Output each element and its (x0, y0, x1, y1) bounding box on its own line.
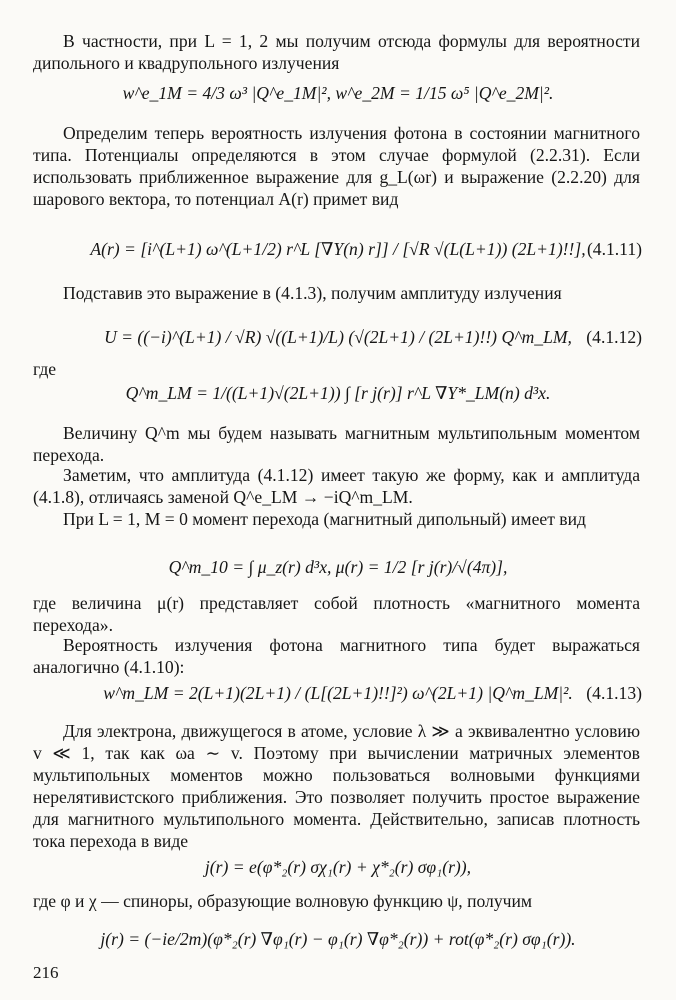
paragraph-amplitude-form: Заметим, что амплитуда (4.1.12) имеет такую же форму, как и амплитуда (4.1.8), отличаясь заменой Q^e_LM → −iQ^m_LM. (33, 465, 640, 507)
formula-dipole-moment: Q^m_10 = ∫ μ_z(r) d³x, μ(r) = 1/2 [r j(r)/√(4π)], (168, 557, 508, 577)
formula-current-expansion: j(r) = (−ie/2m)(φ*₂(r) ∇φ₁(r) − φ₁(r) ∇φ*₂(r)) + rot(φ*₂(r) σφ₁(r)). (100, 929, 576, 949)
paragraph-dipole-quadrupole: В частности, при L = 1, 2 мы получим отсюда формулы для вероятности дипольного и квадрупольного излучения (33, 31, 640, 73)
formula-potential (0, 238, 676, 260)
paragraph-spinors: где φ и χ — спиноры, образующие волновую функцию ψ, получим (33, 891, 533, 911)
paragraph-magnetic-multipole: Величину Q^m мы будем называть магнитным мультипольным моментом перехода. (33, 423, 640, 465)
page-number: 216 (33, 963, 59, 982)
label-where: где (33, 359, 57, 379)
paragraph-magnetic-type: Определим теперь вероятность излучения фотона в состоянии магнитного типа. Потенциалы определяются в этом случае формулой (2.2.31). Если использовать приближенное выражение для g_L(ωr) и выражение (2.2.20) для шарового вектора, то потенциал A(r) примет вид (33, 123, 640, 209)
formula-amplitude (0, 326, 676, 348)
formula-magnetic-probability-text: w^m_LM = 2(L+1)(2L+1) / (L[(2L+1)!!]²) ω^(2L+1) |Q^m_LM|². (103, 683, 573, 703)
formula-magnetic-probability (0, 682, 676, 704)
paragraph-dipole-moment: При L = 1, M = 0 момент перехода (магнитный дипольный) имеет вид (63, 509, 586, 529)
formula-magnetic-moment: Q^m_LM = 1/((L+1)√(2L+1)) ∫ [r j(r)] r^L ∇Y*_LM(n) d³x. (125, 383, 551, 403)
paragraph-electron-atom: Для электрона, движущегося в атоме, условие λ ≫ a эквивалентно условию v ≪ 1, так как ωa ∼ v. Поэтому при вычислении матричных элементов мультипольных моментов можно пользоваться волновыми функциями нерелятивистского приближения. Это позволяет получить простое выражение для магнитного мультипольного момента. Действительно, записав плотность тока перехода в виде (33, 721, 640, 851)
formula-electric-probabilities: w^e_1M = 4/3 ω³ |Q^e_1M|², w^e_2M = 1/15 ω⁵ |Q^e_2M|². (122, 83, 554, 103)
formula-potential-text: A(r) = [i^(L+1) ω^(L+1/2) r^L [∇Y(n) r]] / [√R √(L(L+1)) (2L+1)!!], (90, 239, 586, 259)
equation-number-4-1-13: (4.1.13) (586, 683, 642, 703)
formula-current-density: j(r) = e(φ*₂(r) σχ₁(r) + χ*₂(r) σφ₁(r)), (204, 857, 472, 877)
equation-number-4-1-12: (4.1.12) (586, 327, 642, 347)
paragraph-moment-density: где величина μ(r) представляет собой плотность «магнитного момента перехода». (33, 593, 640, 635)
formula-amplitude-text: U = ((−i)^(L+1) / √R) √((L+1)/L) (√(2L+1) / (2L+1)!!) Q^m_LM, (104, 327, 572, 347)
paragraph-substitution: Подставив это выражение в (4.1.3), получим амплитуду излучения (63, 283, 562, 303)
paragraph-magnetic-probability: Вероятность излучения фотона магнитного типа будет выражаться аналогично (4.1.10): (33, 635, 640, 677)
equation-number-4-1-11: (4.1.11) (586, 239, 642, 259)
